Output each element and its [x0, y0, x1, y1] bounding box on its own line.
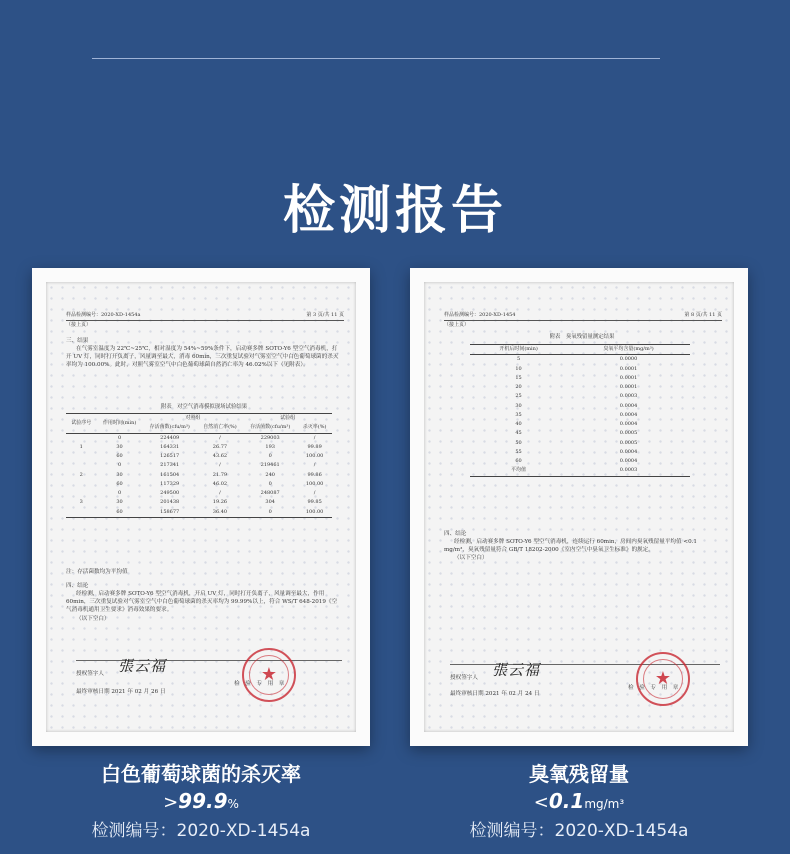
value-number: 0.1 — [548, 789, 585, 813]
table-header: 存活菌数(cfu/m³) — [250, 424, 291, 431]
table-row — [66, 443, 332, 452]
table-cell: 0 — [117, 434, 122, 441]
table-row — [470, 402, 690, 411]
table-cell: 0 — [117, 462, 122, 469]
report-document-left — [46, 282, 356, 732]
conclusion-section — [444, 530, 720, 562]
table-row — [470, 383, 690, 392]
table-row — [470, 411, 690, 420]
audit-date — [450, 690, 540, 698]
table-row — [66, 498, 332, 507]
report-header — [444, 312, 722, 321]
handwritten-signature: 張云福 — [492, 661, 541, 679]
table-note: 注：存活菌数均为平均值 — [66, 569, 128, 575]
table-cell: 0 — [268, 508, 272, 515]
table-cell: 0.0003 — [619, 467, 638, 474]
table-cell: 0.0004 — [619, 402, 638, 409]
table-group-header: 对照组 — [185, 415, 201, 421]
table-cell: 60 — [116, 453, 123, 459]
table-group-header: 试验组 — [280, 415, 296, 421]
blank-note: （以下空白） — [76, 615, 110, 622]
table-cell: 217341 — [160, 462, 180, 469]
page-number: 第 8 页/共 11 页 — [684, 312, 722, 318]
caption-code-left: 检测编号：2020-XD-1454a — [91, 821, 311, 841]
table-cell: 60 — [116, 508, 123, 515]
table-cell: 1 — [79, 443, 83, 450]
table-cell: 10 — [515, 365, 522, 372]
table-cell: 117329 — [160, 480, 180, 487]
table-cell: 21.79 — [212, 471, 228, 478]
table-row — [470, 466, 690, 476]
table-cell: 249500 — [160, 490, 180, 496]
table-cell: 193 — [265, 443, 275, 450]
top-divider — [92, 58, 660, 59]
table-cell: 55 — [515, 448, 522, 455]
table-cell: 0.0004 — [619, 421, 638, 427]
table-cell: / — [313, 434, 316, 441]
table-cell: 0 — [117, 490, 122, 496]
table-cell: 0 — [268, 480, 272, 487]
table-row — [66, 489, 332, 498]
value-unit: % — [227, 797, 239, 811]
section-heading: 四、结论 — [444, 531, 467, 537]
date-label: 最终审核日期 — [76, 689, 110, 695]
table-cell: 26.77 — [212, 443, 228, 450]
table-cell: 0.0001 — [619, 384, 638, 390]
table-cell: / — [219, 434, 221, 441]
table-cell: 99.85 — [307, 499, 322, 506]
table-cell: 0.0004 — [619, 458, 638, 464]
table-cell: 20 — [515, 384, 522, 390]
table-row — [66, 452, 332, 461]
table-cell: 100.00 — [305, 508, 324, 515]
table-cell: 219461 — [260, 462, 280, 469]
report-document-right — [424, 282, 734, 732]
table-cell: 248087 — [260, 490, 280, 496]
table-cell — [66, 452, 96, 461]
table-cell: 36.40 — [212, 508, 228, 515]
value-prefix: > — [163, 792, 179, 813]
date-value: 2021 年 02 月 24 日 — [485, 691, 540, 697]
table-cell: 201438 — [160, 499, 180, 506]
signature-block — [76, 660, 342, 661]
continued-note: （接上页） — [66, 322, 92, 328]
table-row — [66, 508, 332, 518]
results-section — [66, 337, 342, 369]
table-title: 附表 臭氧残留量测定结果 — [549, 334, 615, 340]
table-cell — [66, 489, 96, 498]
table-cell: 0.0005 — [619, 439, 638, 446]
table-cell: 0.0004 — [619, 448, 638, 455]
handwritten-signature: 張云福 — [118, 657, 167, 675]
table-cell: 0.0005 — [619, 430, 638, 437]
table-cell: 2 — [79, 471, 83, 478]
table-header: 自然消亡率(%) — [203, 424, 237, 431]
table-cell: / — [313, 462, 316, 469]
conclusion-paragraph: 经检测，启动赛多牌 SOTO-Y6 型空气消毒机，开启 UV 灯，同时打开负离子，风量调至最大，作用 60min，三次重复试验对气雾室空气中白色葡萄球菌的杀灭率均为 99.99%以上，符合 WS/T 648-2019《空气消毒机通用卫生要求》消毒效果的要求。 — [66, 591, 338, 614]
table-cell: 224409 — [160, 434, 180, 441]
table-cell: 30 — [116, 471, 123, 478]
table-cell: 126517 — [160, 453, 180, 459]
report-number: 样品检测编号：2020-XD-1454 — [444, 312, 516, 318]
table-row — [470, 420, 690, 429]
table-cell: 0 — [268, 453, 272, 459]
table-cell: 99.89 — [307, 443, 322, 450]
disinfection-results-table — [66, 413, 332, 518]
section-heading: 三、结果 — [66, 338, 89, 344]
results-paragraph: 在气雾室温度为 22℃~25℃，相对湿度为 54%~59%条件下，启动赛多牌 SOTO-Y6 型空气消毒机，打开 UV 灯，同时打开负离子，风量调至最大，消毒 60min，三次重复试验对气雾室空气中白色葡萄球菌的杀灭率均为 100.00%。此时，对照气雾室空气中白色葡萄球菌自然消亡率为 46.02%以下（见附表）。 — [66, 346, 339, 369]
table-row — [470, 457, 690, 466]
blank-note: （以下空白） — [454, 555, 488, 562]
table-cell: 40 — [515, 421, 522, 427]
report-frame-right — [410, 268, 748, 746]
date-value: 2021 年 02 月 26 日 — [111, 689, 166, 695]
table-cell: 35 — [515, 411, 522, 418]
table-cell: 0.0000 — [619, 356, 638, 363]
continued-note: （接上页） — [444, 322, 470, 328]
signer-label: 授权签字人 — [450, 675, 478, 681]
table-cell: 0.0004 — [619, 411, 638, 418]
table-cell: / — [219, 462, 221, 469]
table-cell: 100.00 — [305, 480, 324, 487]
table-cell: 50 — [515, 439, 522, 446]
caption-value-left — [32, 789, 370, 813]
caption-code-right: 检测编号：2020-XD-1454a — [469, 821, 689, 841]
table-cell: 161504 — [160, 471, 180, 478]
stamp-caption: 检 验 专 用 章 — [234, 681, 285, 687]
table-cell: 30 — [116, 499, 123, 506]
conclusion-paragraph: 经检测，启动赛多牌 SOTO-Y6 型空气消毒机，连续运行 60min，房间内臭氧残留量平均值 <0.1 mg/m³，臭氧残留量符合 GB/T 18202-2000《室内空气中臭氧卫生标准》的规定。 — [444, 539, 697, 554]
table-cell — [66, 508, 96, 518]
table-row — [66, 461, 332, 470]
table-cell: 240 — [265, 471, 275, 478]
table-row — [470, 374, 690, 383]
table-row — [66, 471, 332, 480]
section-heading: 四、结论 — [66, 583, 89, 590]
table-row — [470, 439, 690, 448]
table-header: 臭氧平均含量(mg/m³) — [603, 346, 654, 352]
table-row — [470, 448, 690, 457]
stamp-caption: 检 验 专 用 章 — [628, 685, 679, 691]
table-header: 作用时间(min) — [102, 419, 137, 426]
caption-title-right: 臭氧残留量 — [529, 762, 629, 786]
table-cell: 30 — [515, 402, 522, 409]
value-unit: mg/m³ — [584, 797, 625, 811]
table-cell: 0.0003 — [619, 393, 638, 400]
table-row — [66, 480, 332, 489]
official-stamp: ★ — [242, 648, 296, 702]
table-cell: 46.02 — [212, 480, 228, 487]
table-header: 开机后时间(min) — [499, 346, 538, 352]
table-header: 试验序号 — [71, 419, 92, 426]
signer-label: 授权签字人 — [76, 671, 104, 677]
table-cell: 100.00 — [305, 453, 324, 459]
table-row — [470, 365, 690, 374]
table-cell: / — [313, 490, 316, 496]
table-cell: 19.26 — [212, 499, 228, 506]
table-cell: 3 — [79, 499, 83, 506]
audit-date — [76, 688, 166, 696]
caption-value-right — [410, 789, 748, 813]
conclusion-section — [66, 568, 342, 623]
value-number: 99.9 — [178, 789, 228, 813]
table-cell: 43.62 — [212, 453, 228, 459]
table-row — [470, 355, 690, 365]
report-frame-left — [32, 268, 370, 746]
table-cell: 0.0001 — [619, 365, 638, 372]
table-header: 存活菌数(cfu/m³) — [149, 424, 190, 431]
date-label: 最终审核日期 — [450, 691, 484, 697]
table-row — [66, 433, 332, 443]
table-cell: 30 — [116, 443, 123, 450]
table-cell: 0.0001 — [619, 374, 638, 381]
table-cell: 45 — [515, 430, 522, 437]
report-number: 样品检测编号：2020-XD-1454a — [66, 312, 141, 318]
report-header — [66, 312, 344, 321]
table-cell: 99.86 — [307, 471, 322, 478]
table-cell: 229003 — [260, 434, 280, 441]
table-cell: 158677 — [160, 508, 180, 515]
official-stamp: ★ — [636, 652, 690, 706]
table-row — [470, 392, 690, 401]
table-row — [470, 429, 690, 438]
page-number: 第 3 页/共 11 页 — [306, 312, 344, 318]
ozone-results-table — [470, 344, 690, 477]
caption-title-left: 白色葡萄球菌的杀灭率 — [101, 762, 301, 786]
table-cell: 60 — [515, 458, 522, 464]
table-cell: 25 — [515, 393, 522, 400]
page-title: 检测报告 — [282, 181, 507, 241]
table-header: 杀灭率(%) — [302, 424, 327, 431]
table-cell: 平均值 — [511, 467, 527, 474]
table-cell: 304 — [265, 499, 275, 506]
table-cell: / — [219, 490, 221, 496]
table-cell: 164331 — [160, 443, 180, 450]
table-cell — [66, 433, 96, 443]
table-cell: 5 — [516, 356, 521, 363]
table-cell — [66, 480, 96, 489]
table-title: 附表 对空气消毒模拟现场试验结果 — [160, 404, 248, 410]
value-prefix: < — [533, 792, 549, 813]
table-cell: 60 — [116, 480, 123, 487]
table-cell — [66, 461, 96, 470]
table-cell: 15 — [515, 374, 522, 381]
